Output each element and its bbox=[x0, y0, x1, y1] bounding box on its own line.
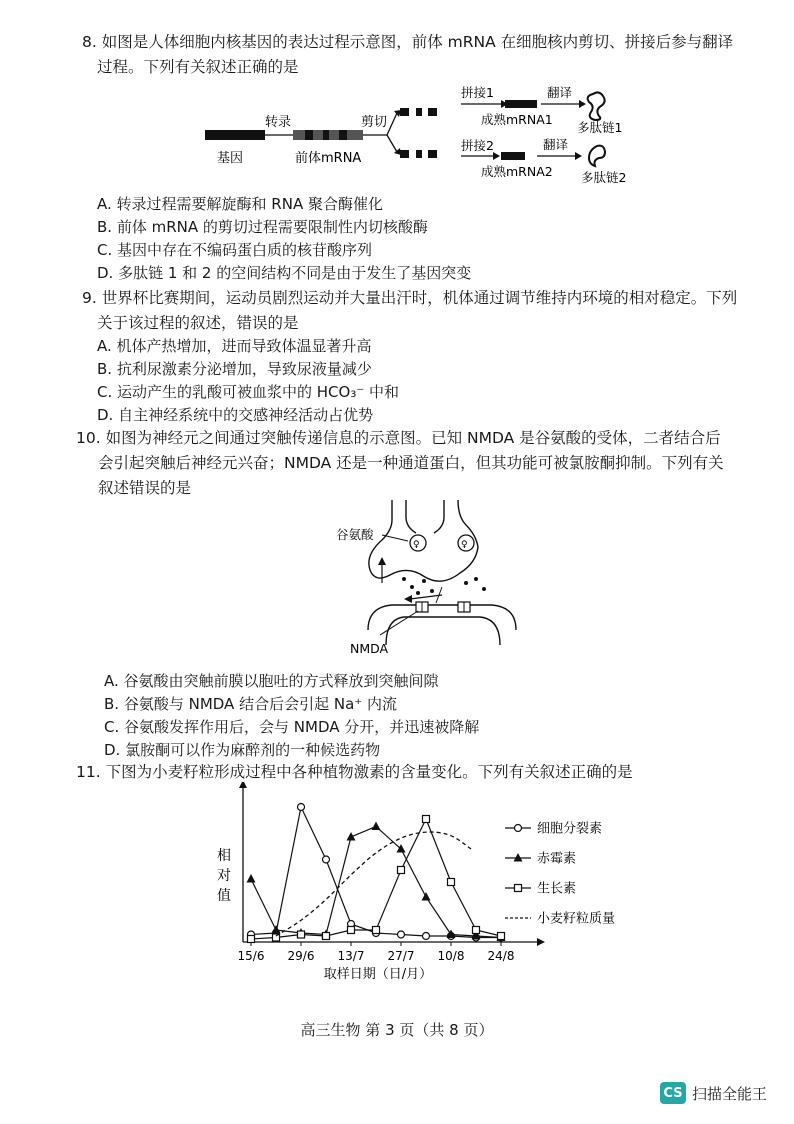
q10-option-b[interactable]: B. 谷氨酸与 NMDA 结合后会引起 Na⁺ 内流 bbox=[104, 695, 397, 713]
mature-mrna1-label: 成熟mRNA1 bbox=[481, 112, 553, 127]
q8-line1: 8. 如图是人体细胞内核基因的表达过程示意图，前体 mRNA 在细胞核内剪切、拼接后参与翻译 bbox=[82, 33, 734, 51]
gene-expression-diagram bbox=[165, 80, 675, 190]
point-cytokinin bbox=[298, 804, 305, 811]
q8-option-c[interactable]: C. 基因中存在不编码蛋白质的核苷酸序列 bbox=[97, 241, 373, 259]
q8-line2: 过程。下列有关叙述正确的是 bbox=[97, 58, 299, 76]
point-auxin bbox=[473, 927, 480, 934]
hormone-line-chart bbox=[205, 782, 665, 992]
q11-line1: 11. 下图为小麦籽粒形成过程中各种植物激素的含量变化。下列有关叙述正确的是 bbox=[76, 763, 633, 781]
mature-mrna2-label: 成熟mRNA2 bbox=[481, 164, 553, 179]
q9-option-d[interactable]: D. 自主神经系统中的交感神经活动占优势 bbox=[97, 406, 374, 424]
question-9-stem bbox=[82, 286, 752, 336]
gene-bar bbox=[205, 130, 265, 140]
point-gibberellin bbox=[397, 844, 406, 853]
point-auxin bbox=[323, 933, 330, 940]
scanner-badge-text: 扫描全能王 bbox=[692, 1084, 768, 1103]
series-line-2 bbox=[251, 819, 501, 939]
q10-option-c[interactable]: C. 谷氨酸发挥作用后，会与 NMDA 分开，并迅速被降解 bbox=[104, 718, 480, 736]
q8-option-b[interactable]: B. 前体 mRNA 的剪切过程需要限制性内切核酸酶 bbox=[97, 218, 428, 236]
point-auxin bbox=[248, 936, 255, 943]
y-axis-label-char: 相 bbox=[217, 848, 231, 864]
splice1-label: 拼接1 bbox=[461, 85, 494, 100]
legend-marker-square bbox=[515, 885, 522, 892]
transcription-label: 转录 bbox=[265, 115, 292, 130]
point-auxin bbox=[298, 931, 305, 938]
splice2-label: 拼接2 bbox=[461, 138, 494, 153]
legend-label: 赤霉素 bbox=[537, 851, 577, 867]
x-tick-label: 10/8 bbox=[437, 949, 465, 963]
point-gibberellin bbox=[272, 925, 281, 934]
nmda-label: NMDA bbox=[350, 641, 389, 656]
peptide1-label: 多肽链1 bbox=[577, 120, 623, 135]
camscanner-logo-icon: CS bbox=[660, 1082, 686, 1104]
point-auxin bbox=[498, 933, 505, 940]
glutamate-label: 谷氨酸 bbox=[336, 527, 374, 542]
translate1-label: 翻译 bbox=[547, 85, 573, 100]
point-gibberellin bbox=[372, 822, 381, 831]
question-10-stem bbox=[76, 426, 746, 501]
question-8-stem bbox=[82, 30, 752, 80]
polypeptide2-icon bbox=[589, 146, 605, 166]
q10-line1: 10. 如图为神经元之间通过突触传递信息的示意图。已知 NMDA 是谷氨酸的受体，二者结合后 bbox=[76, 429, 721, 447]
q9-option-b[interactable]: B. 抗利尿激素分泌增加，导致尿液量减少 bbox=[97, 360, 372, 378]
point-cytokinin bbox=[323, 856, 330, 863]
x-tick-label: 29/6 bbox=[287, 949, 315, 963]
svg-text:♀: ♀ bbox=[461, 540, 468, 550]
point-auxin bbox=[398, 867, 405, 874]
legend-label: 小麦籽粒质量 bbox=[537, 911, 616, 927]
y-axis-label-char: 对 bbox=[217, 868, 231, 884]
x-tick-label: 24/8 bbox=[487, 949, 515, 963]
pre-mrna-label: 前体mRNA bbox=[295, 151, 362, 166]
page-footer: 高三生物 第 3 页（共 8 页） bbox=[300, 1021, 494, 1039]
q10-line2: 会引起突触后神经元兴奋；NMDA 还是一种通道蛋白，但其功能可被氯胺酮抑制。下列有关 bbox=[98, 454, 724, 472]
q9-option-a[interactable]: A. 机体产热增加，进而导致体温显著升高 bbox=[97, 337, 372, 355]
polypeptide1-icon bbox=[588, 92, 605, 120]
q8-option-d[interactable]: D. 多肽链 1 和 2 的空间结构不同是由于发生了基因突变 bbox=[97, 264, 472, 282]
mature-mrna2-bar bbox=[501, 152, 525, 160]
point-auxin bbox=[373, 927, 380, 934]
x-tick-label: 13/7 bbox=[337, 949, 365, 963]
translate2-label: 翻译 bbox=[543, 137, 569, 152]
x-axis-label: 取样日期（日/月） bbox=[323, 967, 433, 982]
q9-line1: 9. 世界杯比赛期间，运动员剧烈运动并大量出汗时，机体通过调节维持内环境的相对稳定。下列 bbox=[82, 289, 738, 307]
point-gibberellin bbox=[247, 874, 256, 883]
point-auxin bbox=[348, 927, 355, 934]
mature-mrna1-bar bbox=[505, 100, 537, 108]
cut-arrow-down bbox=[387, 135, 397, 152]
legend-marker-circle bbox=[515, 825, 522, 832]
q9-line2: 关于该过程的叙述，错误的是 bbox=[97, 314, 299, 332]
legend-label: 细胞分裂素 bbox=[537, 821, 603, 837]
synapse-diagram bbox=[320, 495, 530, 665]
scanner-badge bbox=[660, 1082, 767, 1104]
point-cytokinin bbox=[423, 933, 430, 940]
legend-label: 生长素 bbox=[537, 881, 577, 897]
q10-option-a[interactable]: A. 谷氨酸由突触前膜以胞吐的方式释放到突触间隙 bbox=[104, 672, 439, 690]
point-cytokinin bbox=[398, 931, 405, 938]
peptide2-label: 多肽链2 bbox=[581, 170, 627, 185]
point-gibberellin bbox=[422, 892, 431, 901]
legend-marker-triangle bbox=[514, 853, 523, 862]
point-auxin bbox=[423, 816, 430, 823]
q9-option-c[interactable]: C. 运动产生的乳酸可被血浆中的 HCO₃⁻ 中和 bbox=[97, 383, 400, 401]
q10-line3: 叙述错误的是 bbox=[98, 479, 192, 497]
x-tick-label: 27/7 bbox=[387, 949, 415, 963]
gene-label: 基因 bbox=[217, 151, 244, 166]
svg-text:♀: ♀ bbox=[413, 540, 420, 550]
x-tick-label: 15/6 bbox=[237, 949, 265, 963]
y-axis-label-char: 值 bbox=[217, 888, 231, 904]
cut-arrow-up bbox=[387, 113, 397, 135]
point-auxin bbox=[448, 879, 455, 886]
q10-option-d[interactable]: D. 氯胺酮可以作为麻醉剂的一种候选药物 bbox=[104, 741, 381, 759]
cut-label: 剪切 bbox=[361, 115, 388, 130]
q8-option-a[interactable]: A. 转录过程需要解旋酶和 RNA 聚合酶催化 bbox=[97, 195, 383, 213]
